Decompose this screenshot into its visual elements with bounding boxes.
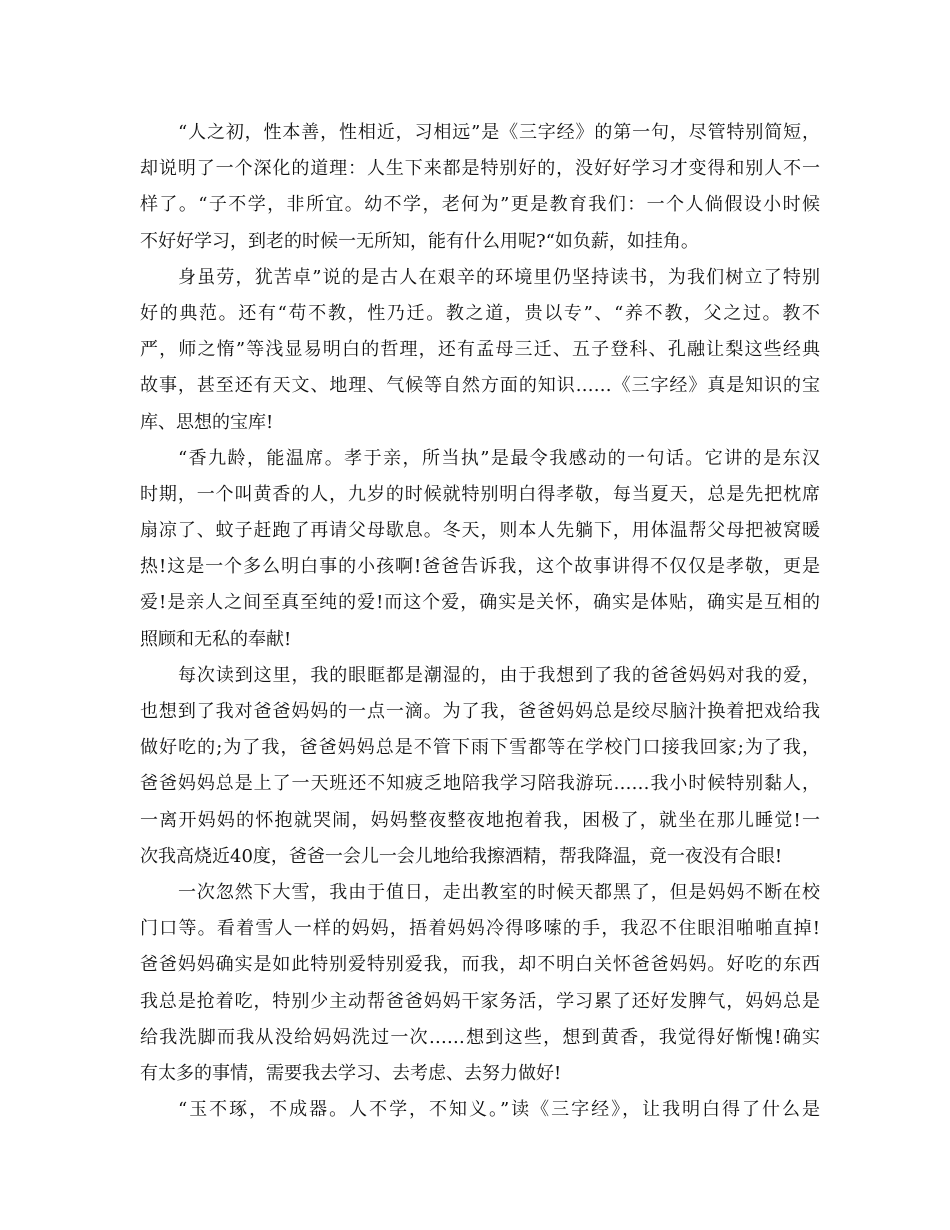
paragraph-line: 严，师之惰”等浅显易明白的哲理，还有孟母三迁、五子登科、孔融让梨这些经典 [140,339,820,361]
paragraph-line: 门口等。看着雪人一样的妈妈，捂着妈妈冷得哆嗦的手，我忍不住眼泪啪啪直掉! [140,918,820,940]
paragraph-line: 一次忽然下大雪，我由于值日，走出教室的时候天都黑了，但是妈妈不断在校 [178,881,820,903]
paragraph-line: “香九龄，能温席。孝于亲，所当执”是最令我感动的一句话。它讲的是东汉 [178,447,820,469]
paragraph-line: 有太多的事情，需要我去学习、去考虑、去努力做好! [140,1062,562,1084]
paragraph-line: 照顾和无私的奉献! [140,628,292,650]
paragraph-line: 做好吃的;为了我，爸爸妈妈总是不管下雨下雪都等在学校门口接我回家;为了我， [140,737,820,759]
paragraph-line: 库、思想的宝库! [140,411,274,433]
paragraph-line: “人之初，性本善，性相近，习相远”是《三字经》的第一句，尽管特别简短， [178,122,820,143]
paragraph-line: 爸爸妈妈总是上了一天班还不知疲乏地陪我学习陪我游玩……我小时候特别黏人， [140,773,820,795]
paragraph-line: 却说明了一个深化的道理：人生下来都是特别好的，没好好学习才变得和别人不一 [140,158,820,180]
paragraph-line: 每次读到这里，我的眼眶都是潮湿的，由于我想到了我的爸爸妈妈对我的爱， [178,664,820,686]
paragraph [140,658,820,875]
paragraph-line: 扇凉了、蚊子赶跑了再请父母歇息。冬天，则本人先躺下，用体温帮父母把被窝暖 [140,520,820,542]
document-body [140,115,820,1128]
paragraph-line: 故事，甚至还有天文、地理、气候等自然方面的知识……《三字经》真是知识的宝 [140,375,820,397]
paragraph-line: 爱!是亲人之间至真至纯的爱!而这个爱，确实是关怀，确实是体贴，确实是互相的 [140,592,820,614]
paragraph-line: 样了。“子不学，非所宜。幼不学，老何为”更是教育我们：一个人倘假设小时候 [140,194,820,216]
paragraph [140,441,820,658]
paragraph [140,875,820,1092]
paragraph [140,1092,820,1128]
paragraph-line: 我总是抢着吃，特别少主动帮爸爸妈妈干家务活，学习累了还好发脾气，妈妈总是 [140,990,820,1012]
paragraph-line: 也想到了我对爸爸妈妈的一点一滴。为了我，爸爸妈妈总是绞尽脑汁换着把戏给我 [140,701,820,722]
paragraph [140,115,820,260]
paragraph [140,260,820,441]
paragraph-line: 时期，一个叫黄香的人，九岁的时候就特别明白得孝敬，每当夏天，总是先把枕席 [140,483,820,505]
paragraph-line: “玉不琢，不成器。人不学，不知义。”读《三字经》，让我明白得了什么是 [178,1099,820,1121]
paragraph-line: 热!这是一个多么明白事的小孩啊!爸爸告诉我，这个故事讲得不仅仅是孝敬，更是 [140,556,820,578]
paragraph-line: 一离开妈妈的怀抱就哭闹，妈妈整夜整夜地抱着我，困极了，就坐在那儿睡觉!一 [140,809,820,831]
paragraph-line: 爸爸妈妈确实是如此特别爱特别爱我，而我，却不明白关怀爸爸妈妈。好吃的东西 [140,954,820,976]
paragraph-line: 好的典范。还有“苟不教，性乃迁。教之道，贵以专”、“养不教，父之过。教不 [140,302,820,324]
paragraph-line: 身虽劳，犹苦卓”说的是古人在艰辛的环境里仍坚持读书，为我们树立了特别 [178,266,820,288]
paragraph-line: 给我洗脚而我从没给妈妈洗过一次……想到这些，想到黄香，我觉得好惭愧!确实 [140,1026,820,1048]
paragraph-line: 次我高烧近40度，爸爸一会儿一会儿地给我擦酒精，帮我降温，竟一夜没有合眼! [140,845,783,867]
paragraph-line: 不好好学习，到老的时候一无所知，能有什么用呢?“如负薪，如挂角。 [140,230,699,252]
